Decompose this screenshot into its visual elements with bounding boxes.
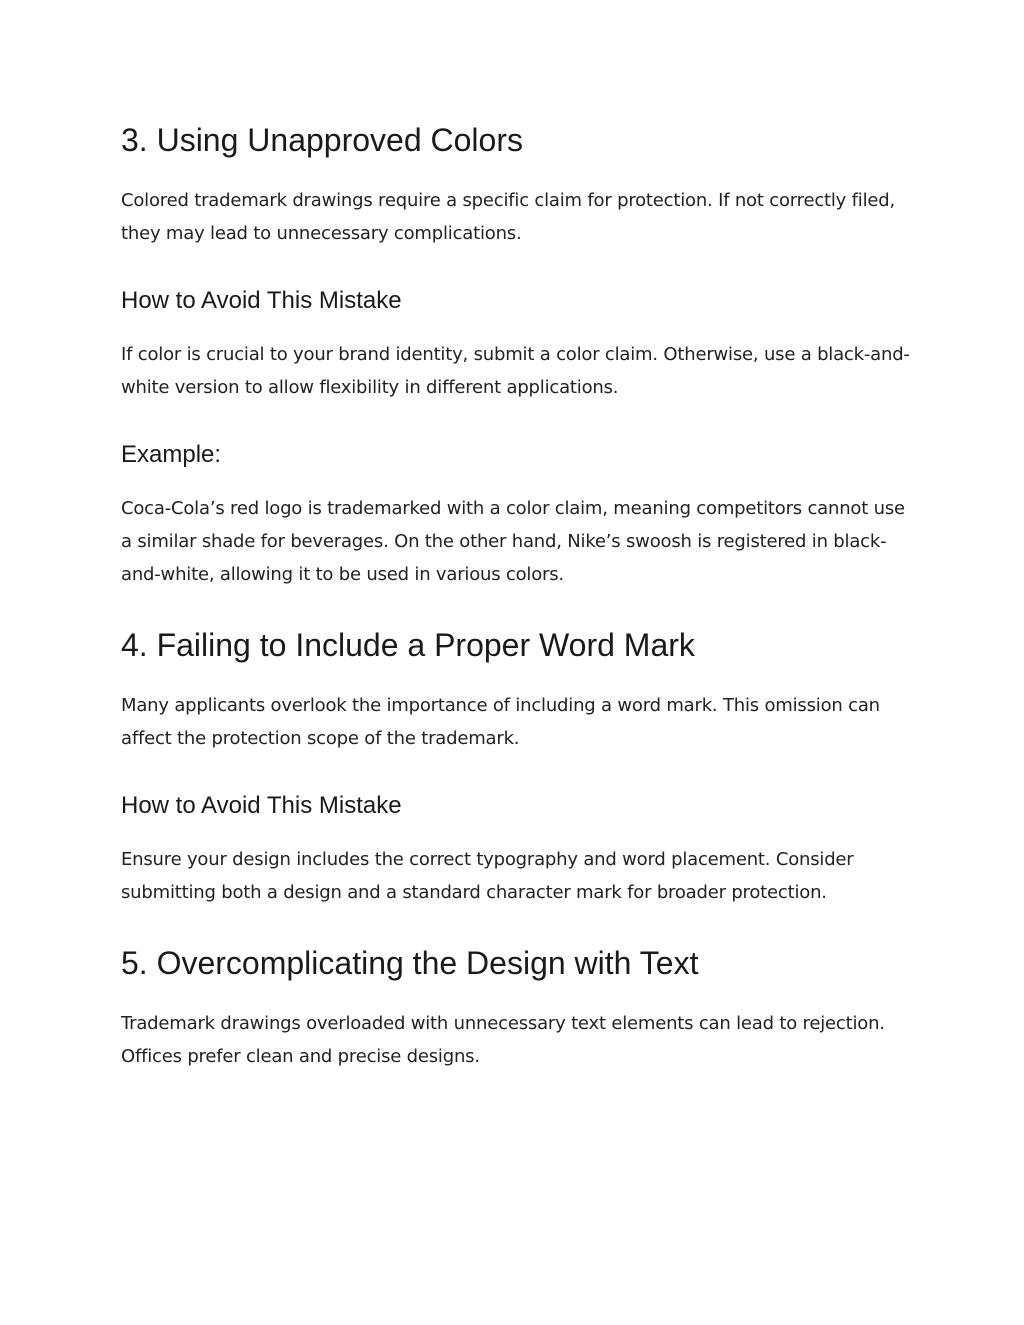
section-intro-text: Colored trademark drawings require a specific claim for protection. If not correctly filed, they may lead to unnecessary complications.	[121, 190, 896, 244]
howto-text: If color is crucial to your brand identity, submit a color claim. Otherwise, use a black-and-white version to allow flexibility in different applications.	[121, 344, 910, 398]
section-failing-to-include-word-mark	[121, 623, 911, 909]
section-heading: 4. Failing to Include a Proper Word Mark	[121, 627, 695, 663]
section-overcomplicating-design	[121, 941, 911, 1073]
section-heading: 3. Using Unapproved Colors	[121, 122, 523, 158]
section-intro-text: Many applicants overlook the importance of including a word mark. This omission can affect the protection scope of the trademark.	[121, 695, 880, 749]
howto-heading: How to Avoid This Mistake	[121, 287, 402, 314]
howto-text: Ensure your design includes the correct typography and word placement. Consider submitting both a design and a standard character mark for broader protection.	[121, 849, 854, 903]
howto-heading: How to Avoid This Mistake	[121, 792, 402, 819]
document-page	[121, 118, 911, 1073]
section-using-unapproved-colors	[121, 118, 911, 591]
section-intro-text: Trademark drawings overloaded with unnecessary text elements can lead to rejection. Offices prefer clean and precise designs.	[121, 1013, 885, 1067]
section-heading: 5. Overcomplicating the Design with Text	[121, 945, 699, 981]
example-text: Coca-Cola’s red logo is trademarked with a color claim, meaning competitors cannot use a similar shade for beverages. On the other hand, Nike’s swoosh is registered in black-and-white, allowing it to be used in various colors.	[121, 498, 905, 585]
example-heading: Example:	[121, 441, 222, 468]
